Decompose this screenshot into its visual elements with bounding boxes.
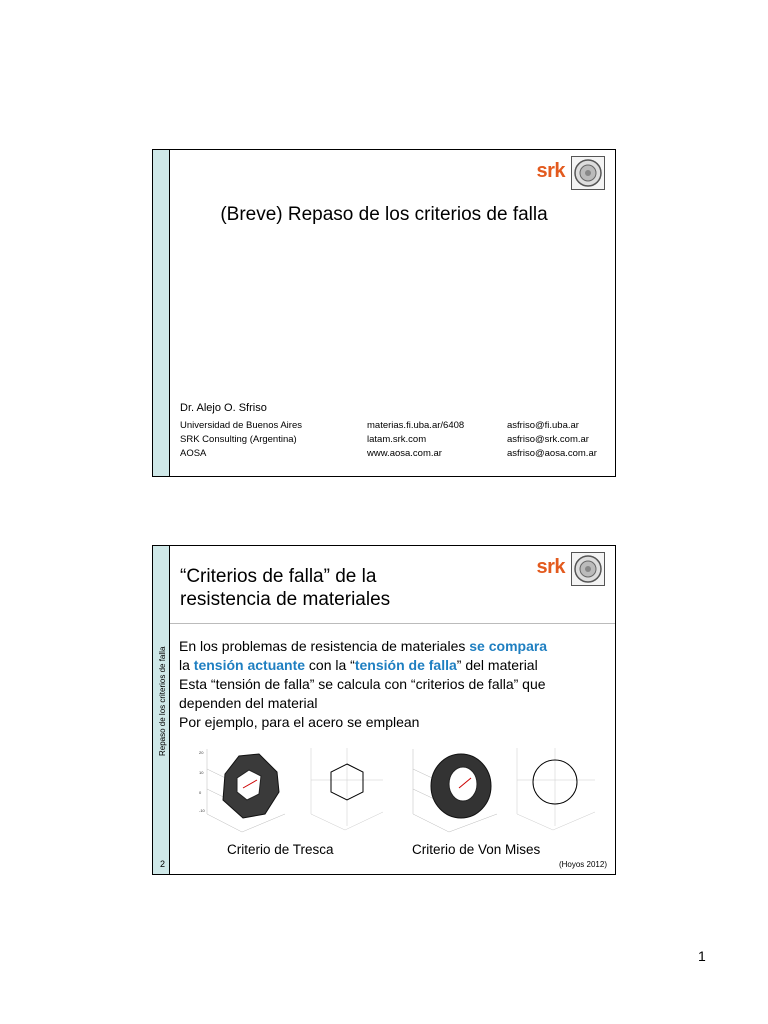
von-mises-3d-plot [405,744,501,836]
website: latam.srk.com [367,434,427,445]
body-line: Por ejemplo, para el acero se emplean [179,714,420,730]
slide-2 [152,545,616,875]
text: la [179,657,194,673]
slide-title [180,565,390,611]
srk-logo: srk [536,556,565,578]
slide-title: (Breve) Repaso de los criterios de falla [220,204,548,225]
highlight-text: tensión de falla [354,657,457,673]
svg-text:0: 0 [199,790,202,795]
highlight-text: tensión actuante [193,657,306,673]
body-line: dependen del material [179,695,318,711]
tresca-2d-plot [303,744,387,836]
contact-row [180,447,610,461]
svg-text:20: 20 [199,750,204,755]
page-number: 1 [698,948,706,964]
citation: (Hoyos 2012) [558,860,607,869]
svg-text:-10: -10 [199,808,205,813]
university-seal-icon [571,156,605,190]
von-mises-caption: Criterio de Von Mises [412,842,541,857]
slide-sidebar [153,546,170,874]
university-seal-icon [571,552,605,586]
body-line [179,637,547,656]
highlight-text: se compara [469,638,548,654]
contact-row [180,419,610,433]
svg-text:10: 10 [199,770,204,775]
title-divider [170,623,615,624]
title-line: “Criterios de falla” de la [180,566,377,587]
contact-info [180,419,610,461]
slide-sidebar [153,150,170,476]
organization: Universidad de Buenos Aires [180,420,302,431]
text: En los problemas de resistencia de materiales [179,638,470,654]
organization: AOSA [180,448,207,459]
organization: SRK Consulting (Argentina) [180,434,297,445]
body-line [179,656,547,675]
text: con la “ [305,657,355,673]
von-mises-2d-plot [509,744,599,836]
email: asfriso@srk.com.ar [507,434,589,445]
email: asfriso@fi.uba.ar [507,420,579,431]
title-line: resistencia de materiales [180,589,391,610]
author-name: Dr. Alejo O. Sfriso [180,402,267,414]
contact-row [180,433,610,447]
slide-body [179,637,547,732]
email: asfriso@aosa.com.ar [507,448,597,459]
srk-logo: srk [536,160,565,182]
slide-number: 2 [160,859,166,869]
tresca-caption: Criterio de Tresca [227,842,334,857]
tresca-3d-plot [197,744,287,836]
text: ” del material [456,657,538,673]
website: materias.fi.uba.ar/6408 [367,420,465,431]
sidebar-label: Repaso de los criterios de falla [158,646,167,756]
website: www.aosa.com.ar [367,448,442,459]
slide-1 [152,149,616,477]
body-line: Esta “tensión de falla” se calcula con “criterios de falla” que [179,676,546,692]
